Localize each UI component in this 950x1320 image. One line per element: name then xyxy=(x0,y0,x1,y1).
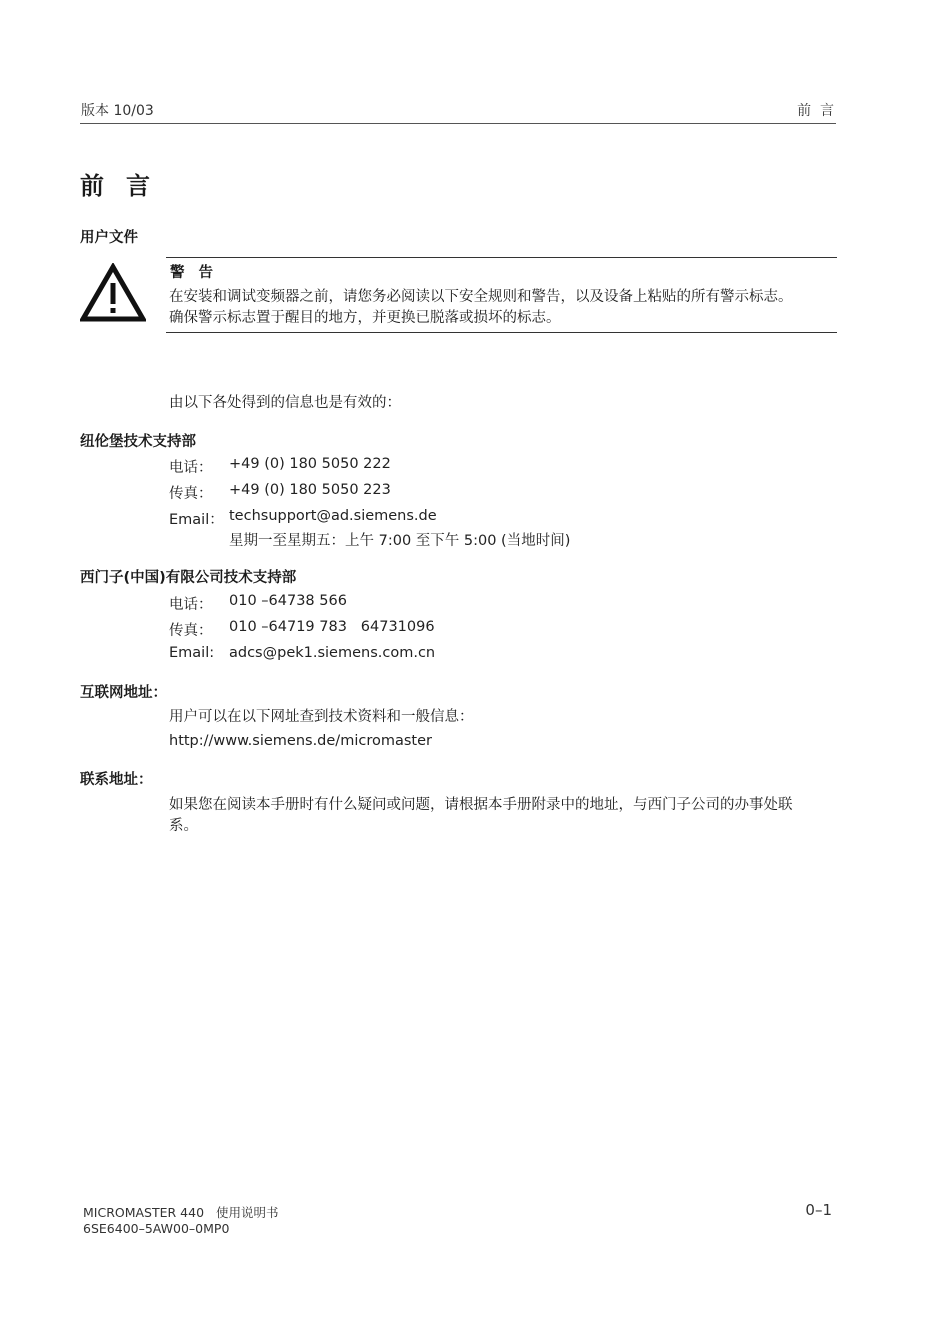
intro-text: 由以下各处得到的信息也是有效的： xyxy=(169,395,401,411)
nuremberg-fax: +49 (0) 180 5050 223 xyxy=(229,482,391,498)
internet-text: 用户可以在以下网址查到技术资料和一般信息： xyxy=(169,709,474,725)
warning-bottom-rule xyxy=(166,332,837,333)
footer-order-number: 6SE6400–5AW00–0MP0 xyxy=(83,1221,230,1236)
nuremberg-email-label: Email： xyxy=(169,512,224,528)
china-phone: 010 –64738 566 xyxy=(229,593,347,609)
warning-text-line2: 确保警示标志置于醒目的地方，并更换已脱落或损坏的标志。 xyxy=(169,310,561,326)
contact-text-line1: 如果您在阅读本手册时有什么疑问或问题，请根据本手册附录中的地址，与西门子公司的办事处联 xyxy=(169,797,793,813)
china-phone-label: 电话： xyxy=(169,597,213,613)
internet-heading: 互联网地址： xyxy=(80,685,167,701)
warning-top-rule xyxy=(166,257,837,258)
nuremberg-phone-label: 电话： xyxy=(169,460,213,476)
footer-product: MICROMASTER 440 使用说明书 xyxy=(83,1205,279,1220)
warning-triangle-icon xyxy=(80,263,146,323)
header-rule xyxy=(80,123,836,124)
china-fax: 010 –64719 783 64731096 xyxy=(229,619,435,635)
china-heading: 西门子(中国)有限公司技术支持部 xyxy=(80,570,297,586)
page-title: 前言 xyxy=(80,172,172,200)
contact-text-line2: 系。 xyxy=(169,818,198,834)
internet-url-link[interactable]: http://www.siemens.de/micromaster xyxy=(169,733,432,749)
page-number: 0–1 xyxy=(805,1201,832,1219)
nuremberg-phone: +49 (0) 180 5050 222 xyxy=(229,456,391,472)
header-section: 前 言 xyxy=(797,103,834,119)
warning-text-line1: 在安装和调试变频器之前，请您务必阅读以下安全规则和警告，以及设备上粘贴的所有警示标志。 xyxy=(169,289,793,305)
nuremberg-fax-label: 传真： xyxy=(169,486,213,502)
contact-heading: 联系地址： xyxy=(80,772,153,788)
nuremberg-heading: 纽伦堡技术支持部 xyxy=(80,434,196,450)
china-fax-label: 传真： xyxy=(169,623,213,639)
china-email[interactable]: adcs@pek1.siemens.com.cn xyxy=(229,645,436,661)
user-docs-heading: 用户文件 xyxy=(80,230,138,246)
header-edition: 版本 10/03 xyxy=(81,103,154,119)
nuremberg-hours: 星期一至星期五：上午 7:00 至下午 5:00 (当地时间) xyxy=(229,533,571,549)
china-email-label: Email: xyxy=(169,645,215,661)
nuremberg-email[interactable]: techsupport@ad.siemens.de xyxy=(229,508,437,524)
warning-title: 警告 xyxy=(170,265,227,281)
